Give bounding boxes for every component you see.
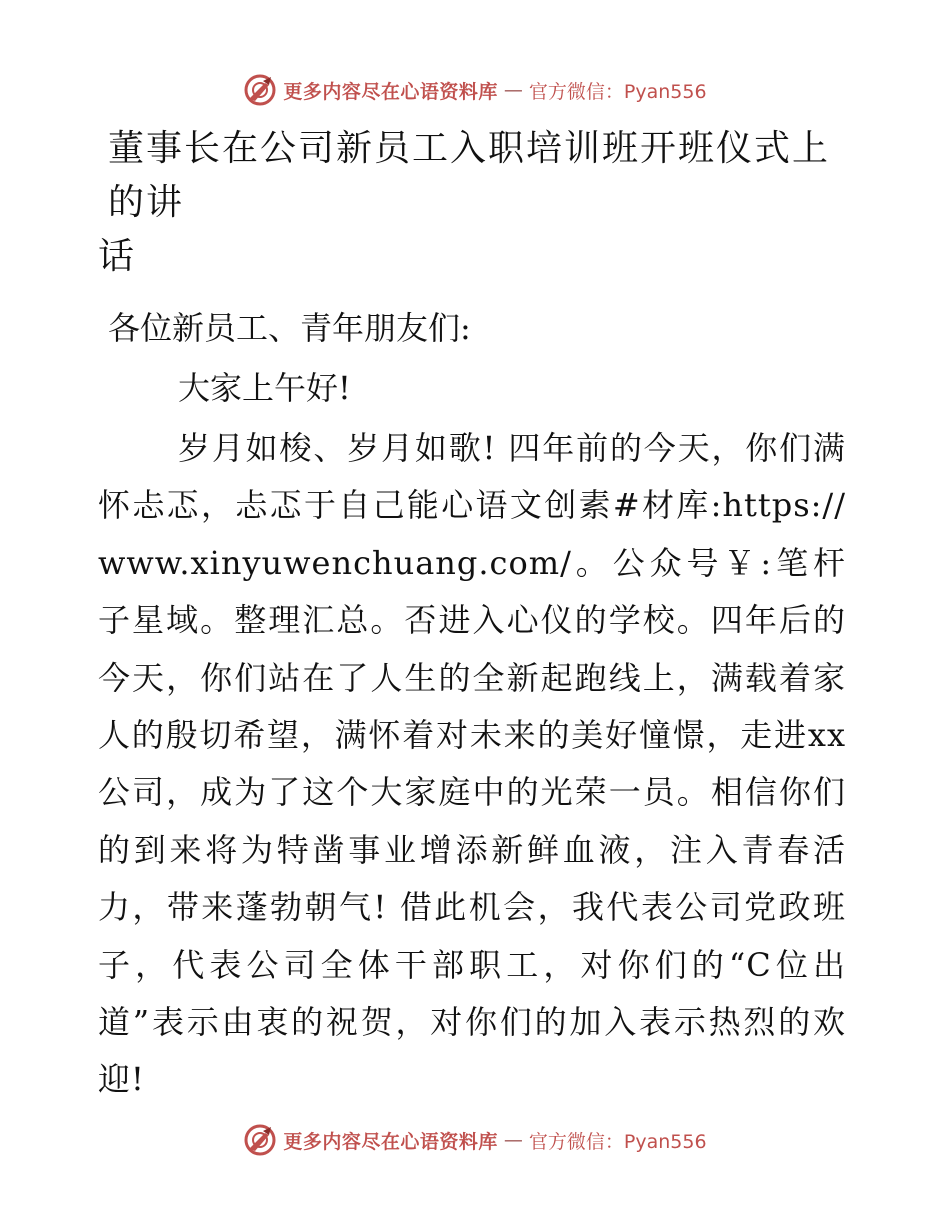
greeting: 大家上午好!: [178, 369, 351, 407]
document-title-line2: 话: [98, 236, 137, 277]
footer-brand-text: 更多内容尽在心语资料库: [283, 1130, 498, 1153]
header-banner: [0, 70, 950, 110]
banner-separator: —: [503, 79, 523, 101]
document-title-line1: 董事长在公司新员工入职培训班开班仪式上的讲: [108, 128, 831, 223]
footer-separator: —: [503, 1129, 523, 1151]
footer-banner: [0, 1120, 950, 1160]
banner-brand-text: 更多内容尽在心语资料库: [283, 80, 498, 103]
footer-contact-text: 官方微信：Pyan556: [528, 1130, 707, 1153]
seal-logo-icon: [243, 73, 277, 107]
seal-logo-icon: [243, 1123, 277, 1157]
document-body: [98, 122, 858, 1109]
salutation: 各位新员工、青年朋友们:: [108, 309, 471, 347]
document-title: [98, 122, 858, 284]
body-paragraph: 岁月如梭、岁月如歌! 四年前的今天，你们满怀忐忑，忐忑于自己能心语文创素#材库:https://www.xinyuwenchuang.com/。公众号￥:笔杆子星域。整理汇总。否进入心仪的学校。四年后的今天，你们站在了人生的全新起跑线上，满载着家人的殷切希望，满怀着对未来的美好憧憬，走进xx公司，成为了这个大家庭中的光荣一员。相信你们的到来将为特凿事业增添新鲜血液，注入青春活力，带来蓬勃朝气! 借此机会，我代表公司党政班子，代表公司全体干部职工，对你们的“C位出道”表示由衷的祝贺，对你们的加入表示热烈的欢迎!: [98, 429, 846, 1099]
banner-contact-text: 官方微信：Pyan556: [528, 80, 707, 103]
